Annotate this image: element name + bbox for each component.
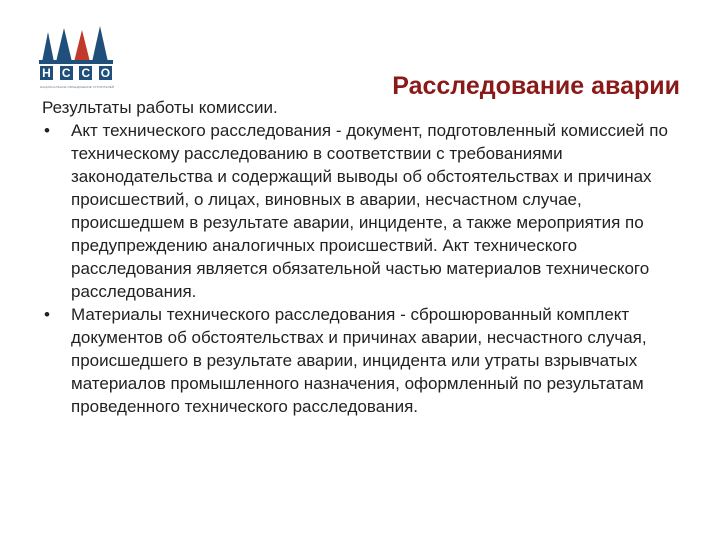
building-icon (34, 20, 118, 94)
bullet-text-act: Акт технического расследования - документ, подготовленный комиссией по техническому расследованию в соответствии с требованиями законодательства и содержащий выводы об обстоятельствах и причинах происшествий, о лицах, виновных в аварии, несчастном случае, происшедшем в результате аварии, инциденте, а также мероприятия по предупреждению аналогичных происшествий. Акт технического расследования является обязательной частью материалов технического расследования. (71, 121, 668, 301)
logo-spire-1 (42, 32, 54, 62)
slide-content (42, 96, 674, 418)
logo-letters (38, 64, 114, 82)
bullet-list (42, 119, 674, 418)
nsso-logo (34, 20, 118, 94)
intro-line: Результаты работы комиссии. (42, 98, 278, 117)
bullet-marker: • (44, 305, 50, 324)
slide-title: Расследование аварии (392, 71, 680, 100)
logo-letter-s1: С (58, 64, 75, 82)
logo-letter-s2: С (77, 64, 94, 82)
bullet-marker: • (44, 121, 50, 140)
logo-spire-2 (56, 28, 72, 62)
bullet-text-materials: Материалы технического расследования - сброшюрованный комплект документов об обстоятельствах и причинах аварии, несчастного случая, происшедшего в результате аварии, инцидента или утраты взрывчатых материалов промышленного назначения, оформленный по результатам проведенного технического расследования. (71, 305, 647, 416)
logo-spire-4 (92, 26, 108, 62)
bullet-item-act (42, 119, 674, 303)
logo-tagline: НАЦИОНАЛЬНОЕ ОБЪЕДИНЕНИЕ СТРОИТЕЛЕЙ (39, 85, 115, 89)
logo-letter-n: Н (38, 64, 55, 82)
bullet-item-materials (42, 303, 674, 418)
logo-letter-o: О (97, 64, 114, 82)
logo-spire-3 (74, 30, 90, 62)
